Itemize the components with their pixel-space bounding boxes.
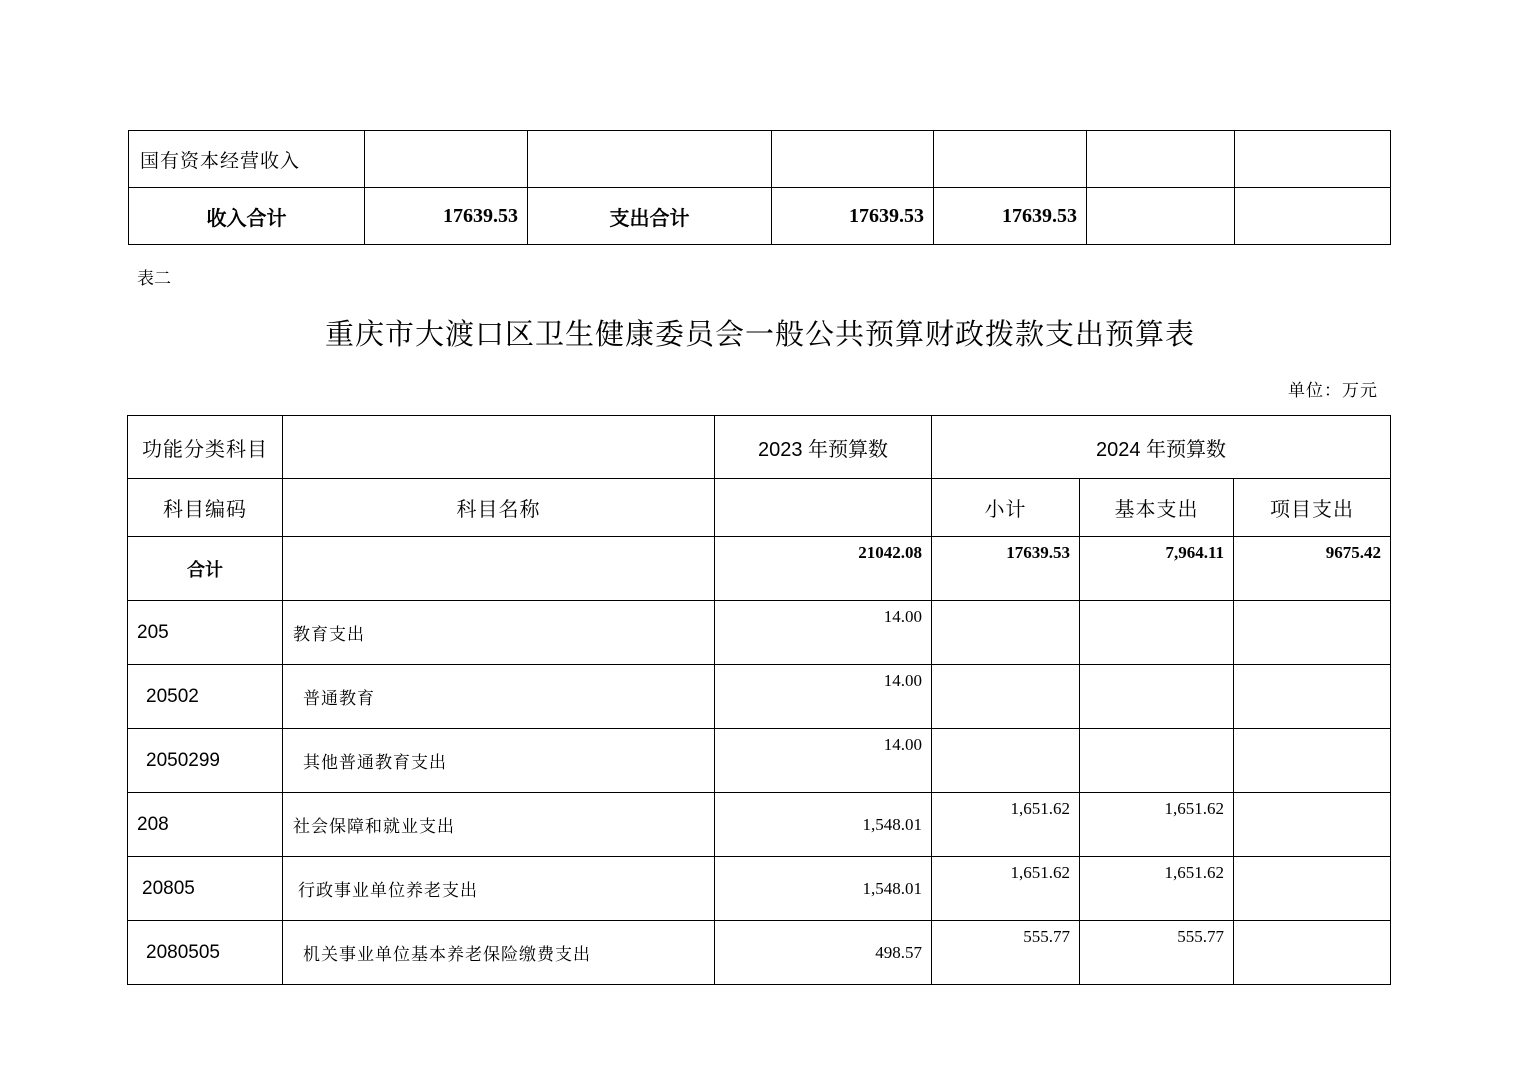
row-basic [1080, 665, 1234, 729]
row-2023: 498.57 [715, 921, 932, 985]
row-2023: 1,548.01 [715, 857, 932, 921]
table-row [128, 665, 1391, 729]
header-category: 功能分类科目 [128, 416, 283, 479]
summary-table [128, 130, 1391, 245]
income-total-value: 17639.53 [365, 188, 528, 245]
header-name: 科目名称 [283, 479, 715, 537]
row-2023: 14.00 [715, 729, 932, 793]
row-subtotal [932, 729, 1080, 793]
table-row [128, 729, 1391, 793]
header-code: 科目编码 [128, 479, 283, 537]
unit-label: 单位：万元 [1288, 381, 1378, 401]
expense-total-value: 17639.53 [772, 188, 934, 245]
row-basic [1080, 729, 1234, 793]
row-basic [1080, 601, 1234, 665]
table-row [129, 188, 1391, 245]
row-project [1234, 729, 1391, 793]
header-subtotal: 小计 [932, 479, 1080, 537]
row-project [1234, 793, 1391, 857]
row-subtotal: 1,651.62 [932, 793, 1080, 857]
row-project [1234, 921, 1391, 985]
header-row [128, 416, 1391, 479]
header-budget-2024: 2024 年预算数 [932, 416, 1391, 479]
income-total-label: 收入合计 [129, 188, 365, 245]
header-budget-2023: 2023 年预算数 [715, 416, 932, 479]
row-subtotal: 1,651.62 [932, 857, 1080, 921]
table-row [128, 857, 1391, 921]
row-subtotal [932, 665, 1080, 729]
page-title: 重庆市大渡口区卫生健康委员会一般公共预算财政拨款支出预算表 [324, 317, 1195, 351]
total-row [128, 537, 1391, 601]
total-2023: 21042.08 [715, 537, 932, 601]
row-2023: 14.00 [715, 665, 932, 729]
row-basic: 1,651.62 [1080, 793, 1234, 857]
table-row [128, 921, 1391, 985]
state-capital-income-label: 国有资本经营收入 [129, 131, 365, 188]
row-project [1234, 601, 1391, 665]
total-project: 9675.42 [1234, 537, 1391, 601]
row-project [1234, 665, 1391, 729]
row-code: 20502 [128, 665, 283, 729]
table-row [128, 793, 1391, 857]
row-code: 208 [128, 793, 283, 857]
expense-total-value-2: 17639.53 [934, 188, 1087, 245]
table-label: 表二 [137, 269, 171, 289]
row-name: 社会保障和就业支出 [283, 793, 715, 857]
row-name: 其他普通教育支出 [283, 729, 715, 793]
total-label: 合计 [128, 537, 283, 601]
expense-total-label: 支出合计 [528, 188, 772, 245]
header-row [128, 479, 1391, 537]
row-project [1234, 857, 1391, 921]
row-subtotal [932, 601, 1080, 665]
row-2023: 1,548.01 [715, 793, 932, 857]
row-name: 教育支出 [283, 601, 715, 665]
row-code: 20805 [128, 857, 283, 921]
row-name: 机关事业单位基本养老保险缴费支出 [283, 921, 715, 985]
header-basic: 基本支出 [1080, 479, 1234, 537]
row-2023: 14.00 [715, 601, 932, 665]
row-code: 205 [128, 601, 283, 665]
total-basic: 7,964.11 [1080, 537, 1234, 601]
header-project: 项目支出 [1234, 479, 1391, 537]
row-basic: 555.77 [1080, 921, 1234, 985]
budget-table [127, 415, 1391, 985]
row-code: 2080505 [128, 921, 283, 985]
table-row [129, 131, 1391, 188]
row-subtotal: 555.77 [932, 921, 1080, 985]
row-code: 2050299 [128, 729, 283, 793]
table-row [128, 601, 1391, 665]
row-name: 普通教育 [283, 665, 715, 729]
row-basic: 1,651.62 [1080, 857, 1234, 921]
total-subtotal: 17639.53 [932, 537, 1080, 601]
row-name: 行政事业单位养老支出 [283, 857, 715, 921]
